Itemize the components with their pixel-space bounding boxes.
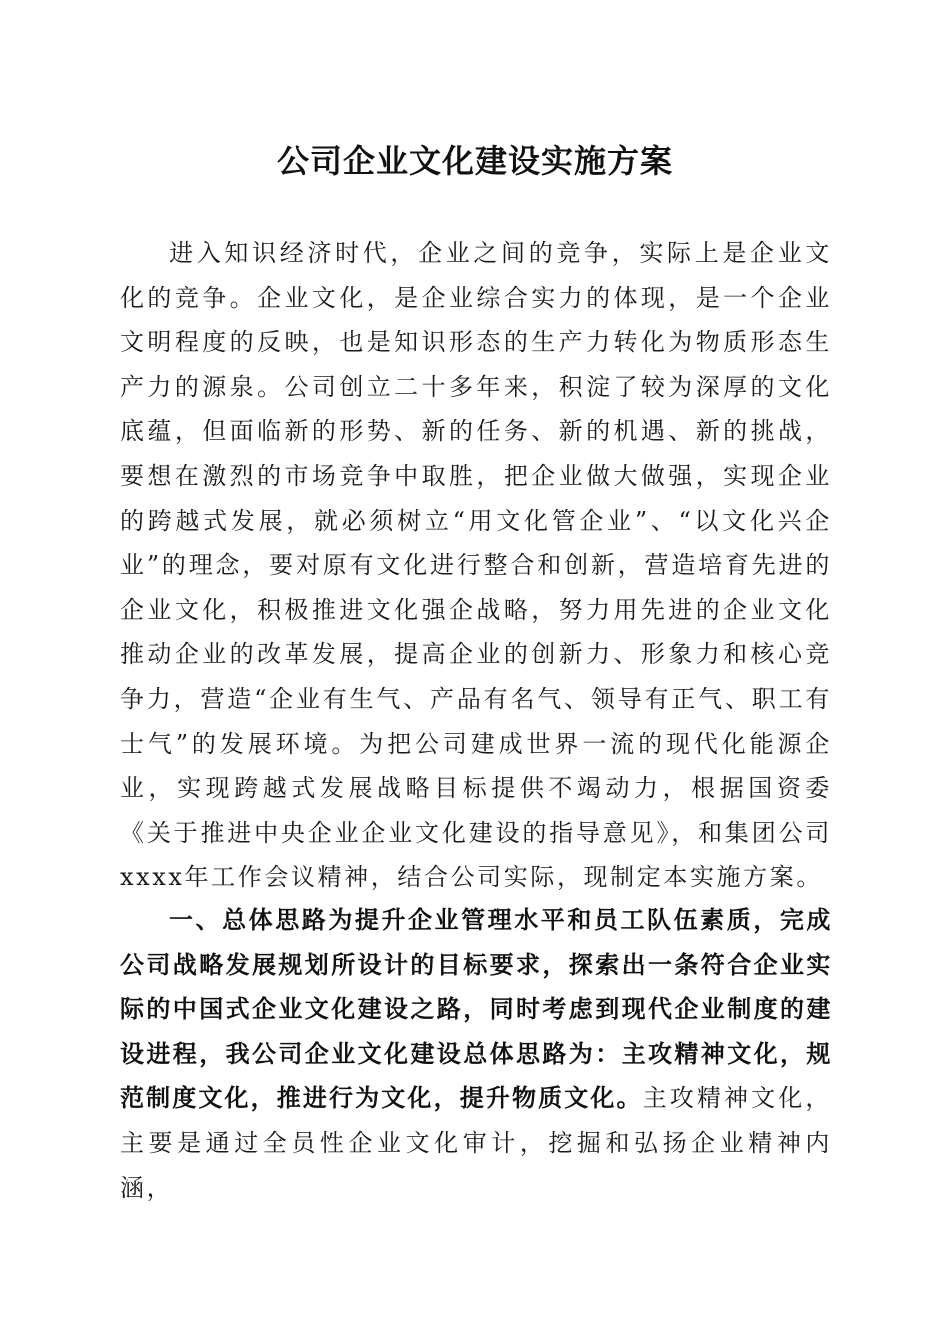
document-title: 公司企业文化建设实施方案 (276, 142, 673, 180)
paragraph-overall-approach-text: 主攻精神文化，主要是通过全员性企业文化审计，挖掘和弘扬企业精神内涵， (120, 1084, 833, 1202)
paragraph-intro (120, 231, 832, 900)
paragraph-overall-approach (120, 898, 832, 1210)
section-heading-overall-approach: 一、总体思路为提升企业管理水平和员工队伍素质，完成公司战略发展规划所设计的目标要求，探索出一条符合企业实际的中国式企业文化建设之路，同时考虑到现代企业制度的建设进程，我公司企业文化建设总体思路为：主攻精神文化，规范制度文化，推进行为文化，提升物质文化。 (120, 906, 832, 1113)
paragraph-intro-text: 进入知识经济时代，企业之间的竞争，实际上是企业文化的竞争。企业文化，是企业综合实力的体现，是一个企业文明程度的反映，也是知识形态的生产力转化为物质形态生产力的源泉。公司创立二十多年来，积淀了较为深厚的文化底蕴，但面临新的形势、新的任务、新的机遇、新的挑战，要想在激烈的市场竞争中取胜，把企业做大做强，实现企业的跨越式发展，就必须树立“用文化管企业”、“以文化兴企业”的理念，要对原有文化进行整合和创新，营造培育先进的企业文化，积极推进文化强企战略，努力用先进的企业文化推动企业的改革发展，提高企业的创新力、形象力和核心竞争力，营造“企业有生气、产品有名气、领导有正气、职工有士气”的发展环境。为把公司建成世界一流的现代化能源企业，实现跨越式发展战略目标提供不竭动力，根据国资委《关于推进中央企业企业文化建设的指导意见》，和集团公司xxxx年工作会议精神，结合公司实际，现制定本实施方案。 (120, 239, 832, 892)
